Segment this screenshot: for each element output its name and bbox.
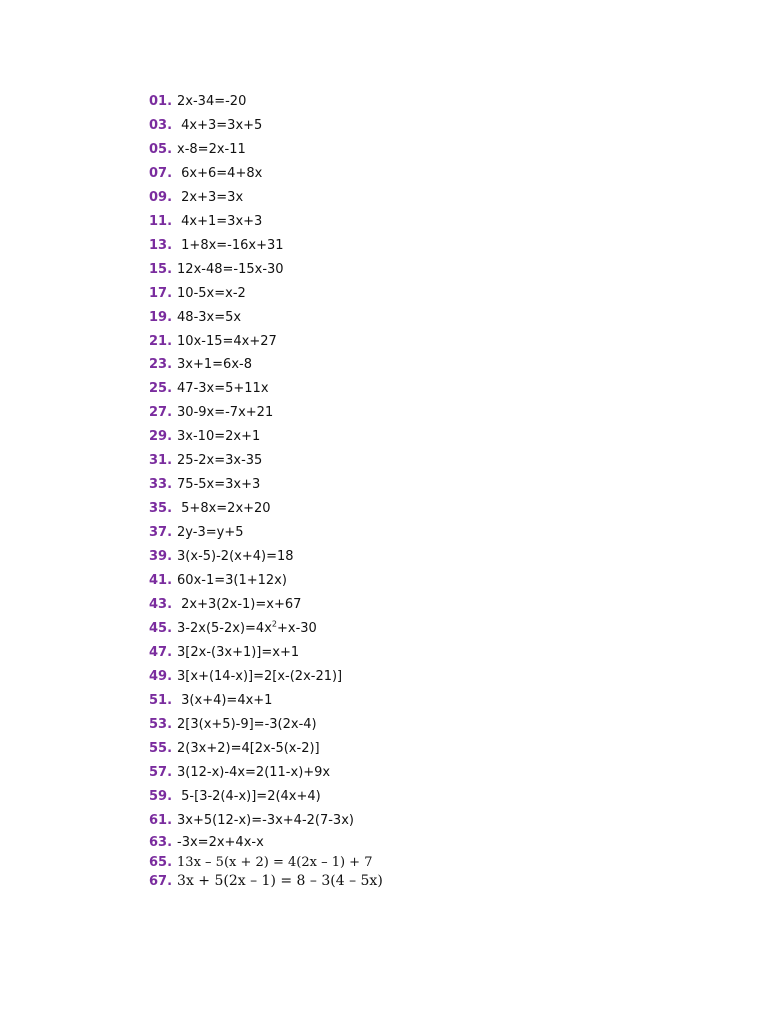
- problem-number: 03.: [149, 118, 173, 133]
- equation: 5+8x=2x+20: [177, 501, 271, 516]
- list-item: [149, 621, 317, 637]
- problem-number: 39.: [149, 549, 173, 564]
- equation: 30-9x=-7x+21: [177, 405, 274, 420]
- problem-number: 65.: [149, 855, 173, 870]
- list-item: [149, 238, 284, 254]
- list-item: [149, 501, 271, 517]
- list-item: [149, 525, 243, 541]
- equation: 60x-1=3(1+12x): [177, 573, 287, 588]
- equation: 6x+6=4+8x: [177, 166, 263, 181]
- equation: 2x+3=3x: [177, 190, 244, 205]
- equation: 5-[3-2(4-x)]=2(4x+4): [177, 789, 321, 804]
- equation: 2x-34=-20: [177, 94, 247, 109]
- list-item: [149, 549, 294, 565]
- problem-number: 67.: [149, 874, 173, 889]
- problem-number: 19.: [149, 310, 173, 325]
- problem-number: 05.: [149, 142, 173, 157]
- problem-number: 49.: [149, 669, 173, 684]
- equation: 1+8x=-16x+31: [177, 238, 284, 253]
- list-item: [149, 190, 243, 206]
- list-item: [149, 597, 301, 613]
- list-item: [149, 693, 272, 709]
- list-item: [149, 381, 269, 397]
- equation: x-8=2x-11: [177, 142, 246, 157]
- problem-number: 21.: [149, 334, 173, 349]
- list-item: [149, 573, 287, 589]
- list-item: [149, 645, 299, 661]
- problem-number: 25.: [149, 381, 173, 396]
- problem-number: 43.: [149, 597, 173, 612]
- list-item: [149, 429, 260, 445]
- problem-number: 33.: [149, 477, 173, 492]
- problem-number: 41.: [149, 573, 173, 588]
- problem-number: 63.: [149, 835, 173, 850]
- problem-number: 31.: [149, 453, 173, 468]
- equation: $3-2x(5-2x)=4x^2+x-30$: [177, 619, 317, 636]
- problem-number: 35.: [149, 501, 173, 516]
- problem-number: 45.: [149, 621, 173, 636]
- equation: 3(x+4)=4x+1: [177, 693, 273, 708]
- problem-number: 15.: [149, 262, 173, 277]
- problem-number: 01.: [149, 94, 173, 109]
- list-item: [149, 94, 246, 110]
- equation: 3x+5(12-x)=-3x+4-2(7-3x): [177, 813, 354, 828]
- problem-number: 11.: [149, 214, 173, 229]
- equation: 13x – 5(x + 2) = 4(2x – 1) + 7: [177, 855, 373, 870]
- list-item: [149, 286, 246, 302]
- list-item: [149, 357, 252, 373]
- equation: 25-2x=3x-35: [177, 453, 263, 468]
- list-item: [149, 166, 262, 182]
- equation: 3x-10=2x+1: [177, 429, 261, 444]
- equation: 12x-48=-15x-30: [177, 262, 284, 277]
- equation: -3x=2x+4x-x: [177, 835, 264, 850]
- problem-number: 23.: [149, 357, 173, 372]
- equation: 2(3x+2)=4[2x-5(x-2)]: [177, 741, 320, 756]
- problem-number: 13.: [149, 238, 173, 253]
- equation: 3x+1=6x-8: [177, 357, 252, 372]
- equation: 2y-3=y+5: [177, 525, 244, 540]
- equation: 10x-15=4x+27: [177, 334, 277, 349]
- problem-number: 57.: [149, 765, 173, 780]
- list-item: [149, 855, 372, 871]
- equation: 4x+1=3x+3: [177, 214, 263, 229]
- list-item: [149, 262, 284, 278]
- equation: 75-5x=3x+3: [177, 477, 261, 492]
- equation: 10-5x=x-2: [177, 286, 246, 301]
- equation: 2[3(x+5)-9]=-3(2x-4): [177, 717, 317, 732]
- list-item: [149, 118, 262, 134]
- problem-number: 55.: [149, 741, 173, 756]
- problem-number: 27.: [149, 405, 173, 420]
- equation: 3[x+(14-x)]=2[x-(2x-21)]: [177, 669, 343, 684]
- problem-number: 47.: [149, 645, 173, 660]
- problem-number: 61.: [149, 813, 173, 828]
- equation: 3(x-5)-2(x+4)=18: [177, 549, 294, 564]
- equation: 3(12-x)-4x=2(11-x)+9x: [177, 765, 331, 780]
- problem-number: 07.: [149, 166, 173, 181]
- list-item: [149, 453, 262, 469]
- list-item: [149, 142, 246, 158]
- equation: 2x+3(2x-1)=x+67: [177, 597, 302, 612]
- problem-number: 29.: [149, 429, 173, 444]
- equation: 3[2x-(3x+1)]=x+1: [177, 645, 300, 660]
- list-item: [149, 405, 273, 421]
- list-item: [149, 477, 260, 493]
- problem-number: 37.: [149, 525, 173, 540]
- list-item: [149, 310, 241, 326]
- list-item: [149, 214, 262, 230]
- list-item: [149, 741, 320, 757]
- list-item: [149, 835, 264, 851]
- equation: 48-3x=5x: [177, 310, 242, 325]
- list-item: [149, 669, 342, 685]
- list-item: [149, 873, 383, 890]
- list-item: [149, 813, 354, 829]
- problem-number: 51.: [149, 693, 173, 708]
- list-item: [149, 334, 277, 350]
- equation: 3x + 5(2x – 1) = 8 – 3(4 – 5x): [177, 873, 383, 889]
- problem-number: 09.: [149, 190, 173, 205]
- equation: 47-3x=5+11x: [177, 381, 269, 396]
- list-item: [149, 717, 317, 733]
- equation: 4x+3=3x+5: [177, 118, 263, 133]
- problem-number: 59.: [149, 789, 173, 804]
- problem-number: 17.: [149, 286, 173, 301]
- list-item: [149, 765, 330, 781]
- list-item: [149, 789, 321, 805]
- problem-number: 53.: [149, 717, 173, 732]
